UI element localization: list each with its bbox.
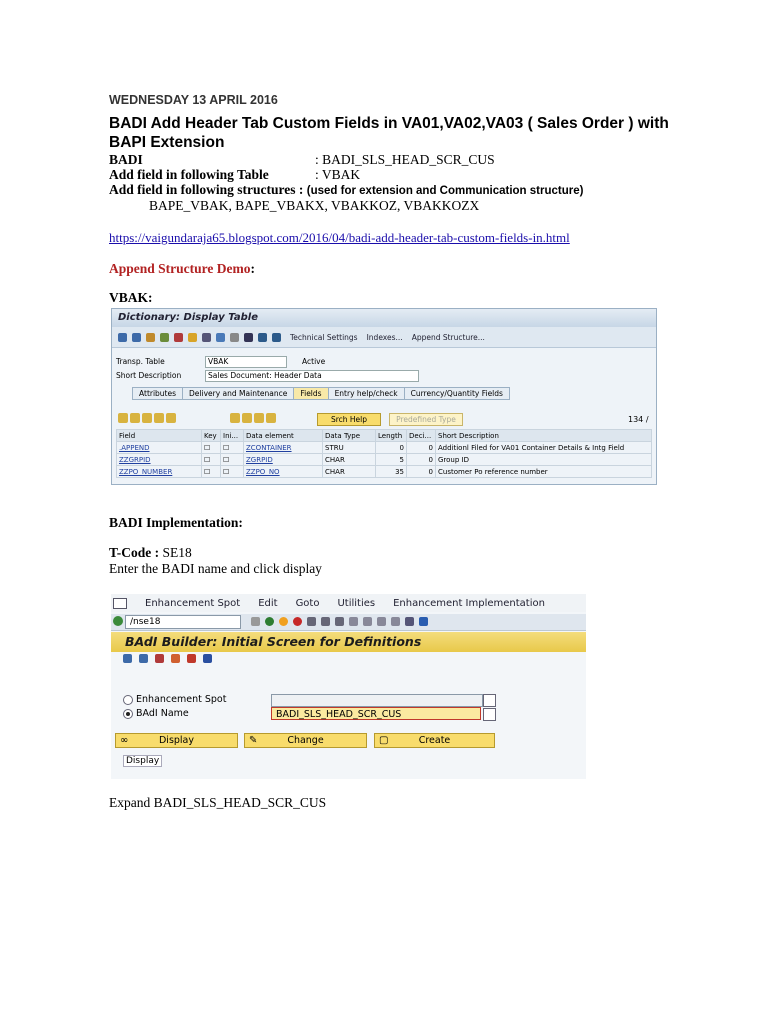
menu-enhancement-implementation[interactable]: Enhancement Implementation (393, 597, 545, 609)
blog-link[interactable]: https://vaigundaraja65.blogspot.com/2016/04/badi-add-header-tab-custom-fields-in.html (109, 230, 570, 245)
activate-icon[interactable] (188, 333, 197, 342)
display-change-icon[interactable] (160, 333, 169, 342)
radio-badi-name[interactable] (123, 708, 189, 719)
short-description-label: Short Description (116, 371, 182, 380)
key-checkbox[interactable]: ☐ (202, 442, 221, 454)
initial-checkbox[interactable]: ☐ (221, 442, 244, 454)
badi-implementation-heading: BADI Implementation: (109, 515, 243, 530)
command-field[interactable]: /nse18 (125, 615, 241, 629)
cancel-icon[interactable] (293, 617, 302, 626)
tab-fields[interactable]: Fields (293, 387, 328, 400)
short-description-field[interactable]: Sales Document: Header Data (205, 370, 419, 382)
col-data-type: Data Type (323, 430, 376, 442)
sap-badi-builder-screenshot (111, 594, 586, 779)
table-grid-icon[interactable] (272, 333, 281, 342)
display-tooltip: Display (123, 755, 162, 767)
append-heading-colon: : (250, 261, 255, 276)
cell-data-type: CHAR (323, 454, 376, 466)
menu-goto[interactable]: Goto (295, 597, 320, 609)
back-icon[interactable] (118, 333, 127, 342)
dictionary-toolbar (112, 327, 656, 348)
create-button[interactable] (374, 733, 495, 748)
app-toolbar (123, 654, 212, 663)
filter-icon[interactable] (230, 413, 240, 423)
cell-length: 0 (376, 442, 407, 454)
insert-row-icon[interactable] (154, 413, 164, 423)
cell-field[interactable]: ZZPO_NUMBER (117, 466, 202, 478)
display-button[interactable] (115, 733, 238, 748)
back-icon[interactable] (265, 617, 274, 626)
col-length: Length (376, 430, 407, 442)
object-list-icon[interactable] (202, 333, 211, 342)
delete-icon[interactable] (155, 654, 164, 663)
menu-enhancement-spot[interactable]: Enhancement Spot (145, 597, 241, 609)
append-structure-button[interactable]: Append Structure... (411, 332, 485, 342)
tab-attributes[interactable]: Attributes (132, 387, 183, 400)
srch-help-label: Srch Help (330, 415, 368, 424)
transp-table-field[interactable]: VBAK (205, 356, 287, 368)
post-date: WEDNESDAY 13 APRIL 2016 (109, 93, 278, 107)
display-button-label: Display (158, 735, 195, 746)
glasses-icon: ∞ (120, 735, 129, 746)
table-status: Active (302, 357, 326, 366)
cell-field[interactable]: ZZGRPID (117, 454, 202, 466)
enhancement-spot-field[interactable] (271, 694, 483, 707)
create-button-label: Create (418, 735, 451, 746)
field-nav-toolbar (230, 413, 276, 423)
cell-decimals: 0 (407, 454, 436, 466)
change-button-label: Change (287, 735, 324, 746)
badi-name-field[interactable]: BADI_SLS_HEAD_SCR_CUS (271, 707, 481, 720)
cell-short-description: Group ID (436, 454, 652, 466)
cell-decimals: 0 (407, 442, 436, 454)
cell-field[interactable]: .APPEND (117, 442, 202, 454)
vbak-heading: VBAK: (109, 290, 153, 305)
predefined-type-button[interactable]: Predefined Type (389, 413, 463, 426)
indexes-button[interactable]: Indexes... (366, 332, 403, 342)
prev-page-icon[interactable] (363, 617, 372, 626)
rename-icon[interactable] (187, 654, 196, 663)
cell-short-description: Customer Po reference number (436, 466, 652, 478)
structures-list: BAPE_VBAK, BAPE_VBAKX, VBAKKOZ, VBAKKOZX (149, 198, 480, 213)
last-page-icon[interactable] (391, 617, 400, 626)
edit-icon[interactable] (146, 333, 155, 342)
table-row[interactable] (117, 442, 652, 454)
radio-on-icon[interactable] (123, 709, 133, 719)
find-icon[interactable] (321, 617, 330, 626)
badi-builder-title: BAdI Builder: Initial Screen for Definitions (111, 632, 586, 652)
tab-currency-quantity[interactable]: Currency/Quantity Fields (404, 387, 510, 400)
cell-length: 35 (376, 466, 407, 478)
where-used-icon[interactable] (139, 654, 148, 663)
menu-bar (111, 594, 586, 612)
cell-length: 5 (376, 454, 407, 466)
new-session-icon[interactable] (405, 617, 414, 626)
col-decimals: Deci... (407, 430, 436, 442)
cell-data-type: STRU (323, 442, 376, 454)
list-icon[interactable] (254, 413, 264, 423)
cell-data-type: CHAR (323, 466, 376, 478)
save-icon[interactable] (251, 617, 260, 626)
table-row[interactable] (117, 454, 652, 466)
find-next-icon[interactable] (335, 617, 344, 626)
cell-decimals: 0 (407, 466, 436, 478)
paste-icon[interactable] (142, 413, 152, 423)
menu-utilities[interactable]: Utilities (337, 597, 376, 609)
radio-enhancement-spot[interactable] (123, 694, 226, 705)
value-help-icon[interactable] (483, 694, 496, 707)
info-icon[interactable] (244, 333, 253, 342)
col-short-description: Short Description (436, 430, 652, 442)
initial-checkbox[interactable]: ☐ (221, 466, 244, 478)
table-value: : VBAK (315, 167, 361, 182)
pencil-icon: ✎ (249, 735, 258, 746)
tcode-value: SE18 (159, 545, 192, 560)
hierarchy-icon[interactable] (216, 333, 225, 342)
key-checkbox[interactable]: ☐ (202, 466, 221, 478)
cell-data-element[interactable]: ZGRPID (244, 454, 323, 466)
up-icon[interactable] (266, 413, 276, 423)
tab-entry-help[interactable]: Entry help/check (328, 387, 405, 400)
first-page-icon[interactable] (349, 617, 358, 626)
contents-icon[interactable] (258, 333, 267, 342)
dictionary-tabs (132, 387, 509, 400)
delete-row-icon[interactable] (166, 413, 176, 423)
radio-off-icon[interactable] (123, 695, 133, 705)
find-icon[interactable] (242, 413, 252, 423)
srch-help-button[interactable] (317, 413, 381, 426)
initial-checkbox[interactable]: ☐ (221, 454, 244, 466)
col-key: Key (202, 430, 221, 442)
structures-label: Add field in following structures : (109, 182, 304, 197)
structures-note: (used for extension and Communication structure) (306, 185, 584, 197)
table-header-row (117, 430, 652, 442)
exit-icon[interactable] (279, 617, 288, 626)
change-button[interactable] (244, 733, 367, 748)
append-structure-heading: Append Structure Demo (109, 261, 251, 276)
expand-instruction: Expand BADI_SLS_HEAD_SCR_CUS (109, 795, 327, 810)
menu-edit[interactable]: Edit (258, 597, 278, 609)
menu-icon[interactable] (113, 598, 127, 609)
sap-dictionary-screenshot (111, 308, 657, 485)
info-icon[interactable] (203, 654, 212, 663)
fields-table (116, 429, 652, 478)
help-icon[interactable] (419, 617, 428, 626)
enhancement-spot-label: Enhancement Spot (136, 694, 227, 705)
where-used-icon[interactable] (174, 333, 183, 342)
cell-short-description: Additionl Filed for VA01 Container Details & Intg Field (436, 442, 652, 454)
field-edit-toolbar (118, 413, 176, 423)
copy-icon[interactable] (130, 413, 140, 423)
col-data-element: Data element (244, 430, 323, 442)
cut-icon[interactable] (118, 413, 128, 423)
field-count: 134 / (628, 415, 649, 424)
col-initial: Ini... (221, 430, 244, 442)
badi-name-label: BAdI Name (136, 708, 189, 719)
tcode-label: T-Code : (109, 545, 160, 560)
enter-icon[interactable] (113, 616, 123, 626)
print-icon[interactable] (307, 617, 316, 626)
technical-settings-button[interactable]: Technical Settings (290, 332, 358, 342)
key-checkbox[interactable]: ☐ (202, 454, 221, 466)
display-object-icon[interactable] (230, 333, 239, 342)
table-row[interactable] (117, 466, 652, 478)
col-field: Field (117, 430, 202, 442)
forward-icon[interactable] (132, 333, 141, 342)
cell-data-element[interactable]: ZCONTAINER (244, 442, 323, 454)
table-label: Add field in following Table (109, 167, 269, 182)
standard-toolbar (251, 617, 428, 626)
other-object-icon[interactable] (123, 654, 132, 663)
new-document-icon: ▢ (379, 735, 389, 746)
tab-delivery-maintenance[interactable]: Delivery and Maintenance (182, 387, 294, 400)
copy-icon[interactable] (171, 654, 180, 663)
command-bar (111, 614, 586, 631)
next-page-icon[interactable] (377, 617, 386, 626)
cell-data-element[interactable]: ZZPO_NO (244, 466, 323, 478)
badi-value: : BADI_SLS_HEAD_SCR_CUS (315, 152, 495, 167)
instruction-text: Enter the BADI name and click display (109, 561, 322, 576)
badi-label: BADI (109, 152, 143, 167)
value-help-icon[interactable] (483, 708, 496, 721)
transp-table-label: Transp. Table (116, 357, 165, 366)
dictionary-title: Dictionary: Display Table (112, 309, 656, 327)
post-title: BADI Add Header Tab Custom Fields in VA01,VA02,VA03 ( Sales Order ) with BAPI Extension (109, 115, 669, 151)
